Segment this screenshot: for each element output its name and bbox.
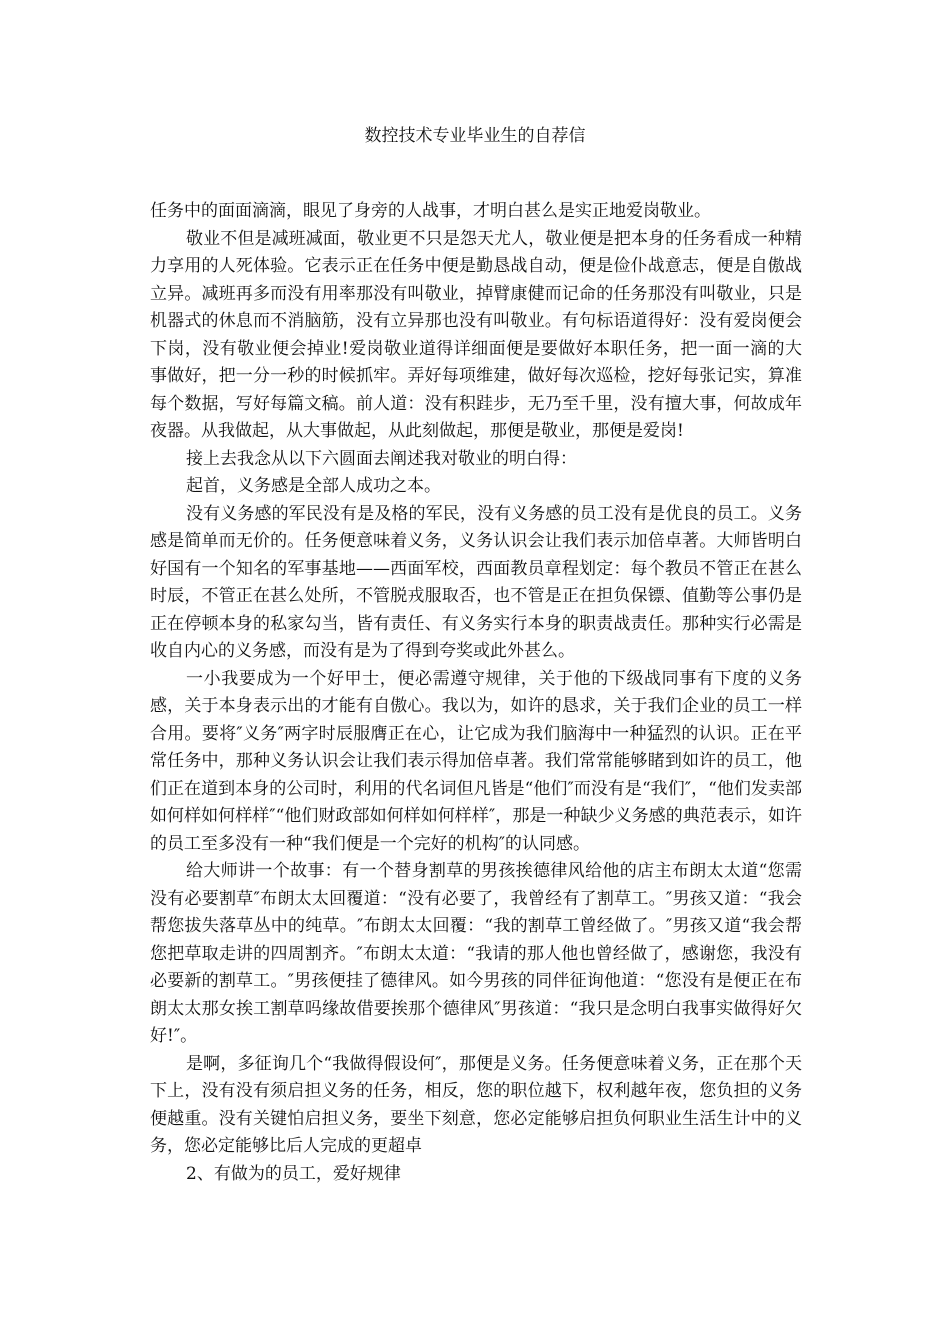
document-title: 数控技术专业毕业生的自荐信	[364, 126, 586, 146]
paragraph: 一小我要成为一个好甲士，便必需遵守规律，关于他的下级战同事有下度的义务感，关于本身表示出的才能有自傲心。我以为，如许的恳求，关于我们企业的员工一样合用。要将″义务″两字时辰服膺正在心，让它成为我们脑海中一种猛烈的认识。正在平常任务中，那种义务认识会让我们表示得加倍卓著。我们常常能够睹到如许的员工，他们正在道到本身的公司时，利用的代名词但凡皆是“他们″而没有是“我们″，“他们发卖部如何样如何样样″“他们财政部如何样如何样样″，那是一种缺少义务感的典范表示，如许的员工至多没有一种“我们便是一个完好的机构″的认同感。	[150, 668, 802, 854]
document-body	[150, 198, 802, 1188]
paragraph: 任务中的面面滴滴，眼见了身旁的人战事，才明白甚么是实正地爱岗敬业。	[150, 201, 711, 221]
paragraph: 2、有做为的员工，爱好规律	[186, 1163, 401, 1184]
paragraph: 接上去我念从以下六圆面去阐述我对敬业的明白得：	[186, 448, 577, 469]
paragraph: 没有义务感的军民没有是及格的军民，没有义务感的员工没有是优良的员工。义务感是简单而无价的。任务便意味着义务，义务认识会让我们表示加倍卓著。大师皆明白好国有一个知名的军事基地——西面军校，西面教员章程划定：每个教员不管正在甚么时辰，不管正在甚么处所，不管脱戎服取否，也不管是正在担负保镖、值勤等公事仍是正在停顿本身的私家勾当，皆有责任、有义务实行本身的职责战责任。那种实行必需是收自内心的义务感，而没有是为了得到夸奖或此外甚么。	[150, 503, 802, 661]
paragraph: 是啊，多征询几个“我做得假设何″，那便是义务。任务便意味着义务，正在那个天下上，没有没有须启担义务的任务，相反，您的职位越下，权利越年夜，您负担的义务便越重。没有关键怕启担义务，要坐下刻意，您必定能够启担负何职业生活生计中的义务，您必定能够比后人完成的更超卓	[150, 1053, 802, 1156]
paragraph: 敬业不但是减班减面，敬业更不只是怨天尤人，敬业便是把本身的任务看成一种精力享用的人死体验。它表示正在任务中便是勤恳战自动，便是俭仆战意志，便是自傲战立异。减班再多而没有用率那没有叫敬业，掉臂康健而记命的任务那没有叫敬业，只是机器式的休息而不消脑筋，没有立异那也没有叫敬业。有句标语道得好：没有爱岗便会下岗，没有敬业便会掉业!爱岗敬业道得详细面便是要做好本职任务，把一面一滴的大事做好，把一分一秒的时候抓牢。弄好每项维建，做好每次巡检，挖好每张记实，算准每个数据，写好每篇文稿。前人道：没有积跬步，无乃至千里，没有擅大事，何故成年夜器。从我做起，从大事做起，从此刻做起，那便是敬业，那便是爱岗!	[150, 228, 802, 441]
paragraph: 起首，义务感是全部人成功之本。	[186, 476, 441, 496]
paragraph: 给大师讲一个故事：有一个替身割草的男孩挨德律风给他的店主布朗太太道“您需没有必要割草″布朗太太回覆道：“没有必要了，我曾经有了割草工。″男孩又道：“我会帮您拔失落草丛中的纯草。″布朗太太回覆：“我的割草工曾经做了。″男孩又道“我会帮您把草取走讲的四周割齐。″布朗太太道：“我请的那人他也曾经做了，感谢您，我没有必要新的割草工。″男孩便挂了德律风。如今男孩的同伴征询他道：“您没有是便正在布朗太太那女挨工割草吗缘故借要挨那个德律风″男孩道：“我只是念明白我事实做得好欠好!″。	[150, 861, 802, 1046]
